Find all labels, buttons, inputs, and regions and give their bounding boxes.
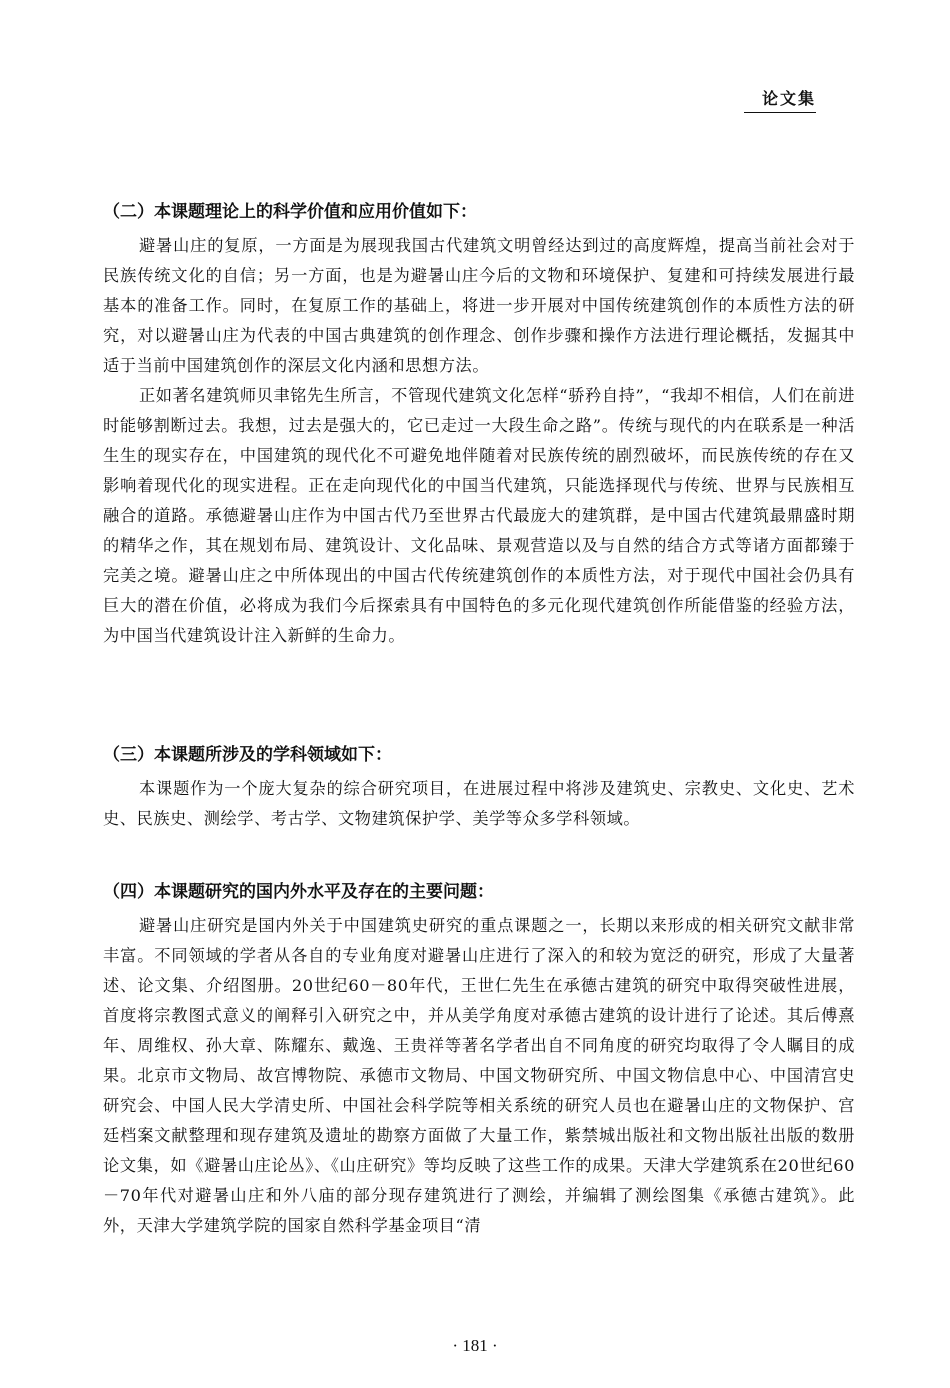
body-paragraph: 正如著名建筑师贝聿铭先生所言，不管现代建筑文化怎样“骄矜自持”，“我却不相信，人们在前进时能够割断过去。我想，过去是强大的，它已走过一大段生命之路”。传统与现代的内在联系是一种活生生的现实存在，中国建筑的现代化不可避免地伴随着对民族传统的剧烈破坏，而民族传统的存在又影响着现代化的现实进程。正在走向现代化的中国当代建筑，只能选择现代与传统、世界与民族相互融合的道路。承德避暑山庄作为中国古代乃至世界古代最庞大的建筑群，是中国古代建筑最鼎盛时期的精华之作，其在规划布局、建筑设计、文化品味、景观营造以及与自然的结合方式等诸方面都臻于完美之境。避暑山庄之中所体现出的中国古代传统建筑创作的本质性方法，对于现代中国社会仍具有巨大的潜在价值，必将成为我们今后探索具有中国特色的多元化现代建筑创作所能借鉴的经验方法，为中国当代建筑设计注入新鲜的生命力。 (103, 386, 855, 645)
running-header: 论文集 (744, 86, 816, 113)
section-heading: （四）本课题研究的国内外水平及存在的主要问题： (103, 882, 494, 902)
section-disciplines (103, 743, 855, 834)
section-research-status (103, 880, 855, 1241)
body-paragraph: 本课题作为一个庞大复杂的综合研究项目，在进展过程中将涉及建筑史、宗教史、文化史、艺术史、民族史、测绘学、考古学、文物建筑保护学、美学等众多学科领域。 (103, 779, 855, 828)
section-scientific-value (103, 200, 855, 651)
section-heading: （二）本课题理论上的科学价值和应用价值如下： (103, 202, 477, 222)
body-paragraph: 避暑山庄研究是国内外关于中国建筑史研究的重点课题之一，长期以来形成的相关研究文献非常丰富。不同领域的学者从各自的专业角度对避暑山庄进行了深入的和较为宽泛的研究，形成了大量著述、论文集、介绍图册。20世纪60－80年代，王世仁先生在承德古建筑的研究中取得突破性进展，首度将宗教图式意义的阐释引入研究之中，并从美学角度对承德古建筑的设计进行了论述。其后傅熹年、周维权、孙大章、陈耀东、戴逸、王贵祥等著名学者出自不同角度的研究均取得了令人瞩目的成果。北京市文物局、故宫博物院、承德市文物局、中国文物研究所、中国文物信息中心、中国清宫史研究会、中国人民大学清史所、中国社会科学院等相关系统的研究人员也在避暑山庄的文物保护、宫廷档案文献整理和现存建筑及遗址的勘察方面做了大量工作，紫禁城出版社和文物出版社出版的数册论文集，如《避暑山庄论丛》、《山庄研究》等均反映了这些工作的成果。天津大学建筑系在20世纪60－70年代对避暑山庄和外八庙的部分现存建筑进行了测绘，并编辑了测绘图集《承德古建筑》。此外，天津大学建筑学院的国家自然科学基金项目“清 (103, 916, 855, 1235)
section-heading: （三）本课题所涉及的学科领域如下： (103, 745, 392, 765)
page-number: · 181 · (452, 1336, 498, 1355)
body-paragraph: 避暑山庄的复原，一方面是为展现我国古代建筑文明曾经达到过的高度辉煌，提高当前社会对于民族传统文化的自信；另一方面，也是为避暑山庄今后的文物和环境保护、复建和可持续发展进行最基本的准备工作。同时，在复原工作的基础上，将进一步开展对中国传统建筑创作的本质性方法的研究，对以避暑山庄为代表的中国古典建筑的创作理念、创作步骤和操作方法进行理论概括，发掘其中适于当前中国建筑创作的深层文化内涵和思想方法。 (103, 236, 855, 375)
